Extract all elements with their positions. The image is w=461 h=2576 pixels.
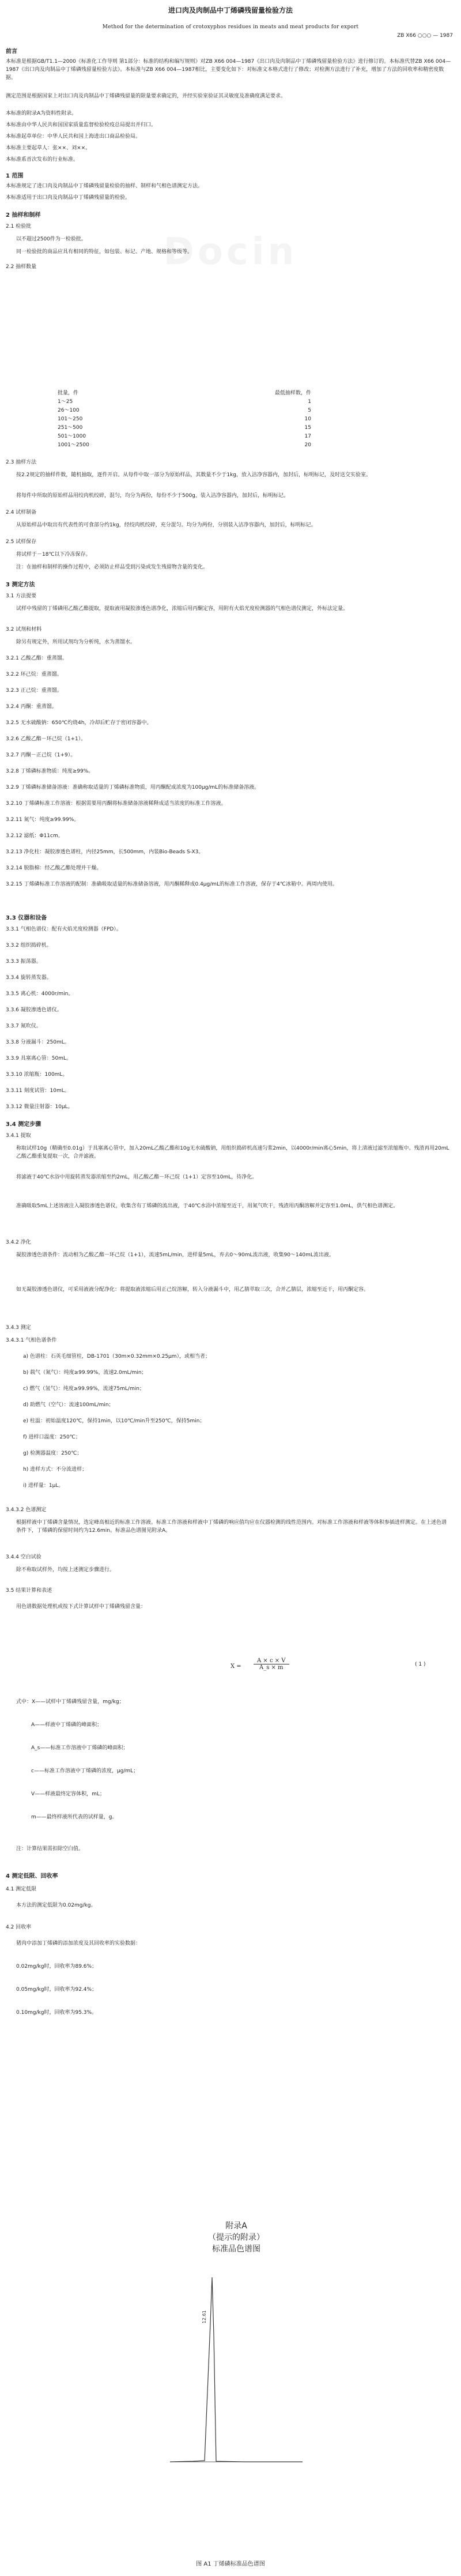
paragraph: 如无凝胶渗透色谱仪，可采用液液分配净化：将提取液浓缩后用正己烷溶解，转入分液漏斗中，用乙腈萃取三次，合并乙腈层，浓缩至近干，用丙酮定容。: [16, 1287, 369, 1293]
paragraph: d) 助燃气（空气）：流速100mL/min；: [23, 1402, 114, 1408]
paragraph: 3.3.10 浓缩瓶：100mL。: [6, 1072, 68, 1078]
chromatogram-figure: [158, 2220, 314, 2491]
paragraph: 3.3.5 离心机：4000r/min。: [6, 991, 74, 997]
paragraph: 除不称取试样外，均按上述测定步骤进行。: [16, 1567, 115, 1573]
paragraph: V——样液最终定容体积，mL；: [31, 1791, 105, 1797]
paragraph: 本标准系首次发布的行业标准。: [6, 157, 79, 163]
table-row: [58, 441, 334, 450]
paragraph: 试样中残留的丁烯磷用乙酸乙酯提取，提取液用凝胶渗透色谱净化，浓缩后用丙酮定容，用附有火焰光度检测器的气相色谱仪测定，外标法定量。: [16, 606, 349, 612]
paragraph: 3.2.1 乙酸乙酯：重蒸馏。: [6, 656, 67, 661]
paragraph: c) 燃气（氢气）：纯度≥99.99%，流速75mL/min；: [23, 1386, 145, 1392]
paragraph: 3.2.14 脱脂棉：经乙酸乙酯处理并干燥。: [6, 865, 102, 871]
table-cell: 5: [308, 408, 311, 413]
table-head-cell: 批量，件: [58, 390, 79, 396]
paragraph: b) 载气（氮气）：纯度≥99.99%，流速2.0mL/min；: [23, 1370, 147, 1376]
paragraph: 本标准主要起草人：张××、刘××。: [6, 145, 91, 151]
paragraph: 注：在抽样和制样的操作过程中，必须防止样品受到污染或发生残留物含量的变化。: [16, 564, 209, 570]
paragraph: f) 进样口温度：250℃；: [23, 1434, 81, 1440]
paragraph: 3.2.10 丁烯磷标准工作溶液：根据需要用丙酮将标准储备溶液稀释成适当浓度的标准工作溶液。: [6, 801, 226, 807]
paragraph: 本标准的附录A为资料性附录。: [6, 111, 77, 116]
paragraph: 3.2.4 丙酮：重蒸馏。: [6, 704, 57, 710]
paragraph: 3.2.15 丁烯磷标准工作溶液的配制：准确吸取适量的标准储备溶液，用丙酮稀释成0.4μg/mL的标准工作溶液，保存于4℃冰箱中。两周内使用。: [6, 882, 338, 887]
paragraph: 3.2.5 无水硫酸钠：650℃灼烧4h，冷却后贮存于密闭容器中。: [6, 720, 152, 726]
paragraph: e) 柱温：初始温度120℃，保持1min，以10℃/min升至250℃，保持5min；: [23, 1418, 205, 1424]
paragraph: A——样液中丁烯磷的峰面积；: [31, 1722, 103, 1728]
paragraph: 3.2.7 丙酮－正己烷（1+9）。: [6, 752, 76, 758]
paragraph: 3.3.4 旋转蒸发器。: [6, 975, 52, 981]
table-cell: 101～250: [58, 416, 83, 422]
table-cell: 15: [304, 425, 311, 431]
paragraph: 3.4.3.2 色谱测定: [6, 1507, 47, 1513]
paragraph: 本标准规定了进口肉及肉制品中丁烯磷残留量检验的抽样、制样和气相色谱测定方法。: [6, 183, 203, 189]
paragraph: 本标准由中华人民共和国国家质量监督检验检疫总局提出并归口。: [6, 122, 157, 128]
formula: [231, 1658, 289, 1671]
section-heading: 前言: [6, 48, 17, 55]
paragraph: 3.5 结果计算和表述: [6, 1588, 52, 1594]
paragraph: 0.05mg/kg时，回收率为92.4%；: [16, 1987, 97, 1993]
paragraph: 根据样液中丁烯磷含量情况，选定峰高相近的标准工作溶液。标准工作溶液和样液中丁烯磷的响应值均应在仪器检测的线性范围内。对标准工作溶液和样液等体积参插进样测定。在上述色谱条件下，丁烯磷的保留时间约为12.6min。标准品色谱图见附录A。: [16, 1520, 447, 1534]
paragraph: 按2.2规定的抽样件数，随机抽取，逐件开启。从每件中取一部分为原始样品，其数量不少于1kg，放入洁净容器内，加封后，标明标记，及时送交实验室。: [16, 472, 371, 478]
paragraph: 注：计算结果需扣除空白值。: [16, 1846, 84, 1852]
paragraph: 本标准适用于出口肉及肉制品中丁烯磷残留量的检验。: [6, 195, 131, 201]
section-heading: 4 测定低限、回收率: [6, 1873, 58, 1880]
table-cell: 501～1000: [58, 434, 86, 439]
paragraph: h) 进样方式：不分流进样；: [23, 1467, 88, 1472]
paragraph: 3.2.12 滤纸：Φ11cm。: [6, 833, 63, 839]
paragraph: 2.1 检验批: [6, 224, 32, 229]
paragraph: g) 检测器温度：250℃；: [23, 1451, 82, 1456]
section-heading: 2 抽样和制样: [6, 212, 41, 219]
table-cell: 17: [304, 434, 311, 439]
paragraph: 称取试样10g（精确至0.01g）于具塞离心管中，加入20mL乙酸乙酯和10g无水硫酸钠，用组织捣碎机高速匀浆2min，以4000r/min离心5min，将上清液过滤至浓缩瓶中。残渣再用20mL乙酸乙酯重复提取一次，合并滤液。: [16, 1146, 449, 1159]
paragraph: 3.4.3.1 气相色谱条件: [6, 1338, 57, 1343]
paragraph: 用色谱数据处理机或按下式计算试样中丁烯磷残留含量：: [16, 1604, 146, 1610]
paragraph: m——最终样液所代表的试样量，g。: [31, 1814, 118, 1820]
paragraph: 0.02mg/kg时，回收率为89.6%；: [16, 1964, 97, 1969]
document-subtitle: Method for the determination of crotoxyphos residues in meats and meat products for export: [102, 24, 359, 30]
table-cell: 20: [304, 442, 311, 448]
paragraph: 3.2.2 环己烷：重蒸馏。: [6, 672, 62, 677]
chromatogram-svg: [158, 2220, 314, 2491]
section-heading: 3.3 仪器和设备: [6, 915, 47, 921]
paragraph: 从原始样品中取出有代表性的可食部分约1kg，经绞肉机绞碎，充分混匀。均分为两份，分别装入洁净容器内，加封后，标明标记。: [16, 522, 316, 528]
paragraph: i) 进样量：1μL。: [23, 1483, 64, 1489]
paragraph: 2.2 抽样数量: [6, 264, 37, 270]
paragraph: 3.2.11 氮气：纯度≥99.99%。: [6, 817, 80, 823]
annex-note: （提示的附录）: [208, 2233, 264, 2242]
paragraph: 3.2.13 净化柱：凝胶渗透色谱柱，内径25mm，长500mm，内装Bio-Beads S-X3。: [6, 849, 204, 855]
paragraph: 3.3.12 微量注射器：10μL。: [6, 1104, 73, 1110]
paragraph: 同一检验批的商品应具有相同的特征，如包装、标记、产地、规格和等级等。: [16, 249, 193, 255]
paragraph: 除另有规定外，所用试剂均为分析纯，水为蒸馏水。: [16, 639, 136, 645]
paragraph: 3.2.3 正己烷：重蒸馏。: [6, 688, 62, 694]
paragraph: 2.5 试样保存: [6, 539, 37, 545]
paragraph: 4.2 回收率: [6, 1925, 32, 1930]
paragraph: 本标准是根据GB/T1.1—2000《标准化工作导则 第1部分：标准的结构和编写规则》对ZB X66 004—1987《出口肉及肉制品中丁烯磷残留量检验方法》进行修订的。本标准代替ZB X66 004—1987《出口肉及肉制品中丁烯磷残留量检验方法》。本标准与ZB X66 004—1987相比，主要变化如下：对标准文本格式进行了修改；对检测方法进行了补充，增加了方法的回收率和精密度数据。: [6, 59, 451, 81]
table-row: [58, 424, 334, 432]
paragraph: 3.3.9 具塞离心管：50mL。: [6, 1056, 71, 1061]
annex-figure-title: 标准品色谱图: [212, 2244, 260, 2254]
paragraph: 3.3.6 凝胶渗透色谱仪。: [6, 1007, 62, 1013]
document-title: 进口肉及肉制品中丁烯磷残留量检验方法: [168, 6, 293, 14]
peak-label: 12.61: [202, 2310, 207, 2323]
table-head-cell: 最低抽样数，件: [274, 390, 311, 396]
paragraph: 本方法的测定低限为0.02mg/kg。: [16, 1903, 96, 1908]
table-header: [58, 389, 334, 398]
paragraph: a) 色谱柱：石英毛细管柱，DB-1701（30m×0.32mm×0.25μm），或相当者；: [23, 1354, 211, 1359]
paragraph: 3.2.8 丁烯磷标准物质：纯度≥99%。: [6, 769, 94, 774]
paragraph: 以不超过2500件为一检验批。: [16, 236, 86, 242]
formula-numerator: A × c × V: [254, 1658, 289, 1664]
paragraph: 3.3.2 组织捣碎机。: [6, 943, 52, 948]
table-cell: 26～100: [58, 408, 80, 413]
formula-number: ( 1 ): [415, 1662, 426, 1667]
sampling-table: [58, 389, 334, 450]
section-heading: 3.4 测定步骤: [6, 1121, 41, 1128]
paragraph: 3.4.1 提取: [6, 1133, 31, 1139]
peak-trace: [170, 2277, 303, 2462]
table-cell: 1001～2500: [58, 442, 89, 448]
paragraph: 测定范围是根据国家上对出口肉及肉制品中丁烯磷残留量的限量要求确定的，并经实验室验证其灵敏度及准确度满足要求。: [6, 93, 286, 99]
watermark: Docin: [163, 231, 298, 273]
paragraph: 本标准起草单位：中华人民共和国上海进出口商品检验局。: [6, 134, 141, 140]
table-row: [58, 415, 334, 424]
table-row: [58, 398, 334, 406]
paragraph: 3.3.11 刻度试管：10mL。: [6, 1088, 70, 1094]
formula-denominator: A_s × m: [259, 1664, 284, 1671]
paragraph: 3.1 方法提要: [6, 593, 37, 599]
paragraph: 3.3.1 气相色谱仪：配有火焰光度检测器（FPD）。: [6, 927, 122, 932]
table-cell: 1～25: [58, 399, 73, 405]
paragraph: 2.3 抽样方法: [6, 460, 37, 465]
paragraph: 3.2 试剂和材料: [6, 627, 42, 632]
table-cell: 10: [304, 416, 311, 422]
section-heading: 1 范围: [6, 173, 24, 179]
standard-code: ZB X66 ○○○ — 1987: [397, 33, 453, 39]
paragraph: 将每件中所取的原始样品用绞肉机绞碎，混匀，均分为两份，每份不少于500g，装入洁净容器内，加封后，标明标记。: [16, 493, 289, 499]
paragraph: 3.3.8 分液漏斗：250mL。: [6, 1040, 70, 1045]
paragraph: 4.1 测定低限: [6, 1886, 37, 1892]
table-cell: 251～500: [58, 425, 83, 431]
section-heading: 3 测定方法: [6, 582, 35, 588]
paragraph: 3.2.9 丁烯磷标准储备溶液：准确称取适量的丁烯磷标准物质，用丙酮配成浓度为100μg/mL的标准储备溶液。: [6, 785, 260, 790]
table-cell: 1: [308, 399, 311, 405]
paragraph: 3.2.6 乙酸乙酯－环己烷（1+1）。: [6, 736, 86, 742]
paragraph: 式中：X——试样中丁烯磷残留含量，mg/kg；: [16, 1699, 124, 1705]
paragraph: c——标准工作溶液中丁烯磷的浓度，μg/mL；: [31, 1768, 139, 1774]
figure-caption: 图 A1 丁烯磷标准品色谱图: [196, 2561, 265, 2567]
paragraph: 准确吸取5mL上述溶液注入凝胶渗透色谱仪，收集含有丁烯磷的流出液，于40℃水浴中浓缩至近干，用氮气吹干，残渣用丙酮溶解并定容至1.0mL，供气相色谱测定。: [16, 1203, 399, 1209]
annex-title: 附录A: [225, 2221, 247, 2231]
paragraph: 凝胶渗透色谱条件：流动相为乙酸乙酯－环己烷（1+1），流速5mL/min，进样量5mL，弃去0～90mL流出液，收集90～140mL流出液。: [16, 1252, 334, 1258]
table-row: [58, 406, 334, 415]
formula-left: X =: [231, 1663, 241, 1670]
table-rows: [58, 398, 334, 450]
paragraph: 3.4.3 测定: [6, 1325, 31, 1331]
paragraph: 0.10mg/kg时，回收率为95.3%。: [16, 2010, 97, 2016]
paragraph: 将滤液于40℃水浴中用旋转蒸发器浓缩至约2mL，用乙酸乙酯－环己烷（1+1）定容至10mL，待净化。: [16, 1174, 258, 1180]
paragraph: 3.4.4 空白试验: [6, 1554, 41, 1560]
paragraph: A_s——标准工作溶液中丁烯磷的峰面积；: [31, 1745, 129, 1751]
paragraph: 将试样于－18℃以下冷冻保存。: [16, 552, 91, 558]
paragraph: 2.4 试样制备: [6, 510, 37, 515]
paragraph: 3.3.3 振荡器。: [6, 959, 41, 965]
table-row: [58, 432, 334, 441]
paragraph: 猪肉中添加丁烯磷的添加浓度及其回收率的实验数据：: [16, 1941, 141, 1946]
paragraph: 3.4.2 净化: [6, 1240, 31, 1245]
paragraph: 3.3.7 氮吹仪。: [6, 1023, 41, 1029]
